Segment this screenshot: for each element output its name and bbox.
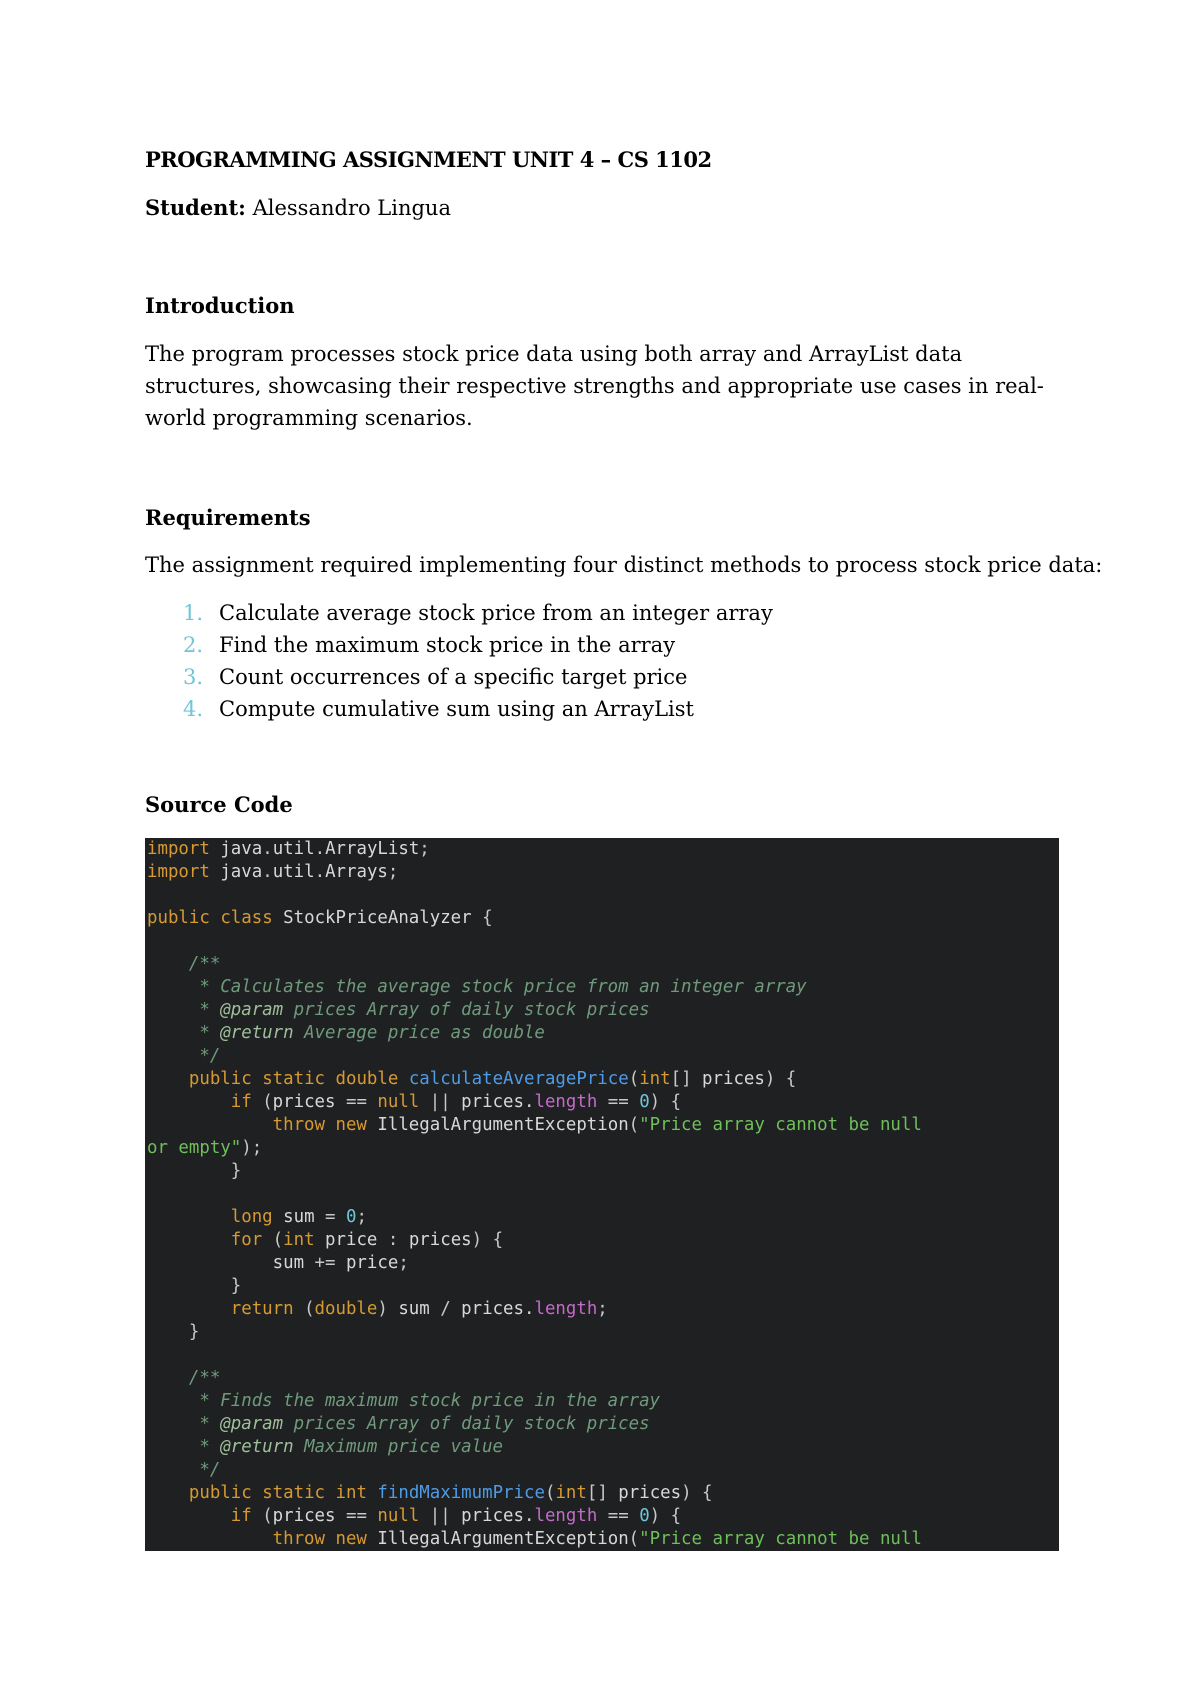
list-item — [145, 597, 773, 629]
requirements-heading: Requirements — [145, 505, 311, 530]
introduction-heading: Introduction — [145, 293, 295, 318]
code-text: import java.util.ArrayList; import java.util.Arrays; public class StockPriceAnalyzer { /** * Calculates the average stock price from an integer array * @param prices Array of daily stock prices * @return Average price as double */ public static double calculateAveragePrice(int[] prices) { if (prices == null || prices.length == 0) { throw new IllegalArgumentException("Price array cannot be null or empty"); } long sum = 0; for (int price : prices) { sum += price; } return (double) sum / prices.length; } /** * Finds the maximum stock price in the array * @param prices Array of daily stock prices * @return Maximum price value */ public static int findMaximumPrice(int[] prices) { if (prices == null || prices.length == 0) { throw new IllegalArgumentException("Price array cannot be null — [147, 839, 922, 1549]
list-item-number: 3. — [183, 665, 204, 689]
document-title: PROGRAMMING ASSIGNMENT UNIT 4 – CS 1102 — [145, 147, 712, 172]
student-line — [145, 192, 451, 224]
list-item — [145, 629, 773, 661]
list-item-number: 4. — [183, 697, 204, 721]
list-item-number: 1. — [183, 601, 204, 625]
requirements-list — [145, 597, 773, 725]
list-item-text: Find the maximum stock price in the array — [219, 633, 676, 657]
list-item-number: 2. — [183, 633, 204, 657]
introduction-paragraph: The program processes stock price data using both array and ArrayList data structures, showcasing their respective strengths and appropriate use cases in real-world programming scenarios. — [145, 342, 1044, 430]
list-item — [145, 661, 773, 693]
list-item — [145, 693, 773, 725]
student-name: Alessandro Lingua — [252, 196, 451, 220]
list-item-text: Calculate average stock price from an integer array — [219, 601, 773, 625]
list-item-text: Count occurrences of a specific target price — [219, 665, 688, 689]
requirements-paragraph: The assignment required implementing four distinct methods to process stock price data: — [145, 553, 1103, 577]
code-block — [145, 838, 1059, 1551]
source-code-heading: Source Code — [145, 792, 293, 817]
list-item-text: Compute cumulative sum using an ArrayList — [219, 697, 694, 721]
student-label: Student: — [145, 195, 246, 220]
